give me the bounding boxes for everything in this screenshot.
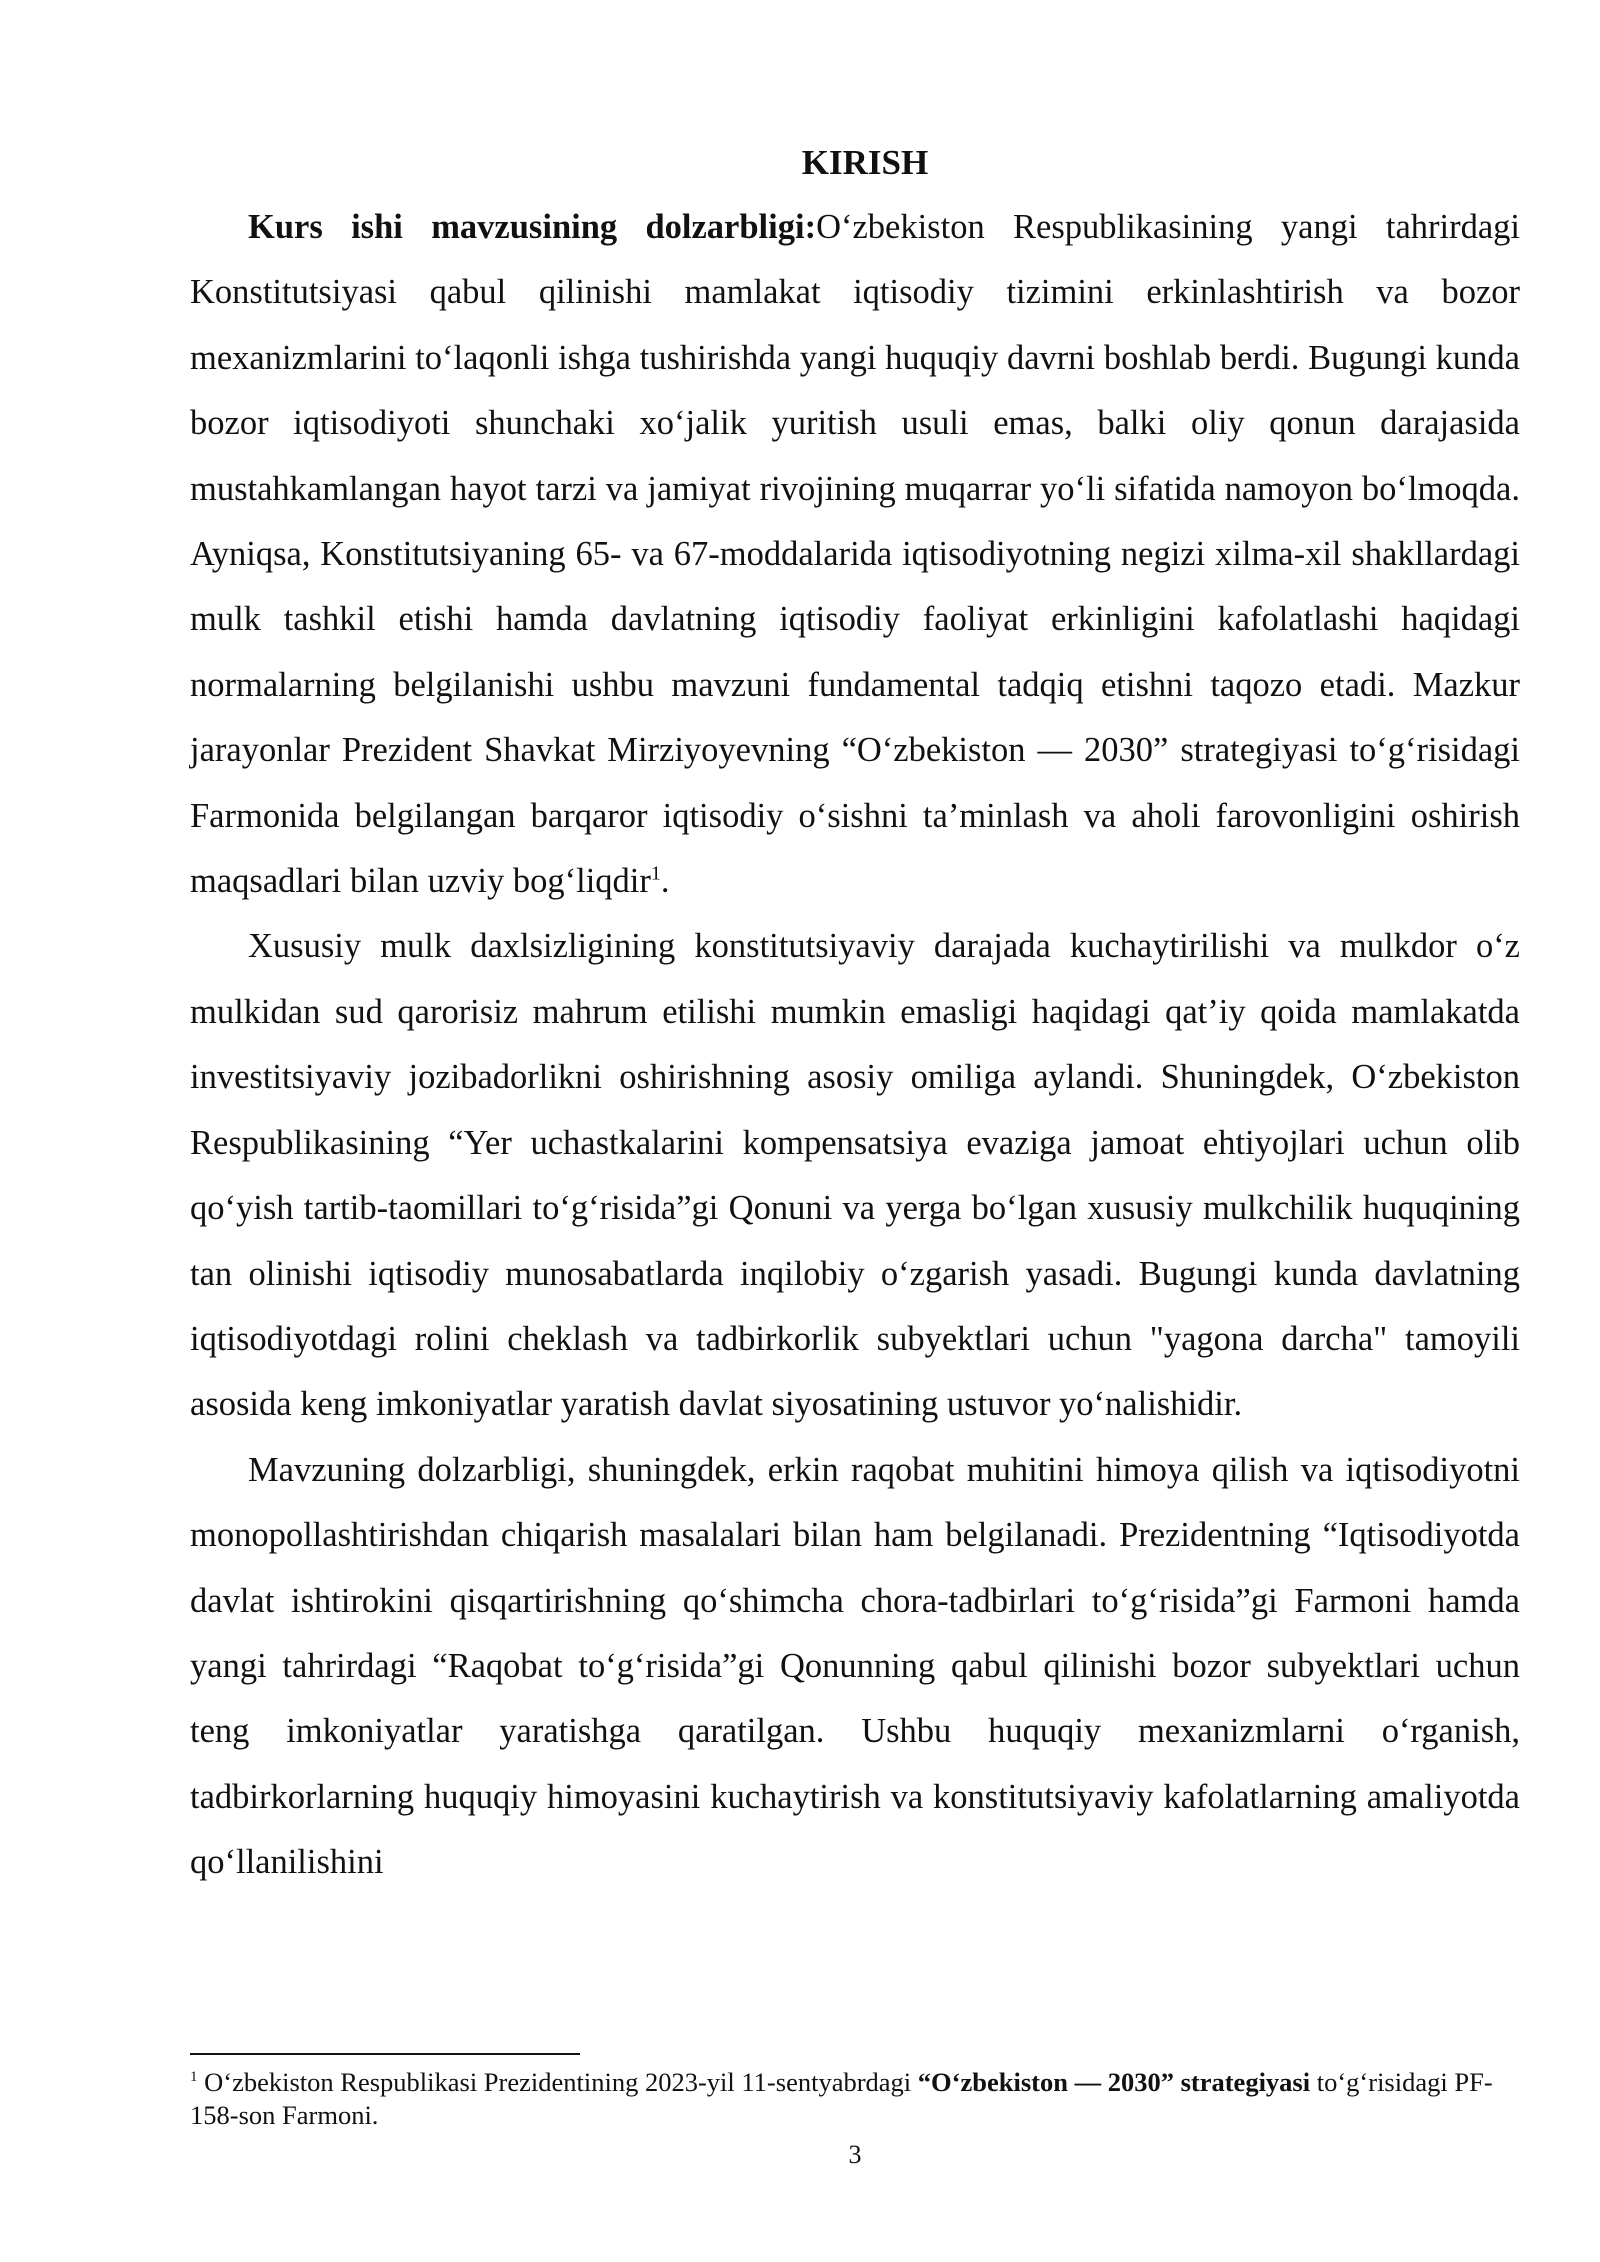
section-heading: KIRISH [801,143,929,182]
paragraph-lead: Kurs ishi mavzusining dolzarbligi: [248,208,817,246]
footnote-number: 1 [190,2069,198,2086]
footnote-bold-title: “O‘zbekiston — 2030” strategiyasi [917,2067,1311,2097]
paragraph-3 [190,1438,1520,1896]
footnote-reference[interactable]: 1 [650,862,661,885]
paragraph-text: Mavzuning dolzarbligi, shuningdek, erkin raqobat muhitini himoya qilish va iqtisodiyotni monopollashtirishdan chiqarish masalalari bilan ham belgilanadi. Prezidentning “Iqtisodiyotda davlat ishtirokini qisqartirishning qo‘shimcha chora-tadbirlari to‘g‘risida”gi Farmoni hamda yangi tahrirdagi “Raqobat to‘g‘risida”gi Qonunning qabul qilinishi bozor subyektlari uchun teng imkoniyatlar yaratishga qaratilgan. Ushbu huquqiy mexanizmlarni o‘rganish, tadbirkorlarning huquqiy himoyasini kuchaytirish va konstitutsiyaviy kafolatlarning amaliyotda qo‘llanilishini [190,1450,1520,1882]
footnote [190,2066,1520,2132]
paragraph-1 [190,195,1520,914]
paragraph-text: Xususiy mulk daxlsizligining konstitutsiyaviy darajada kuchaytirilishi va mulkdor o‘z mulkidan sud qarorisiz mahrum etilishi mumkin emasligi haqidagi qat’iy qoida mamlakatda investitsiyaviy jozibadorlikni oshirishning asosiy omiliga aylandi. Shuningdek, O‘zbekiston Respublikasining “Yer uchastkalarini kompensatsiya evaziga jamoat ehtiyojlari uchun olib qo‘yish tartib-taomillari to‘g‘risida”gi Qonuni va yerga bo‘lgan xususiy mulkchilik huquqining tan olinishi iqtisodiy munosabatlarda inqilobiy o‘zgarish yasadi. Bugungi kunda davlatning iqtisodiyotdagi rolini cheklash va tadbirkorlik subyektlari uchun "yagona darcha" tamoyili asosida keng imkoniyatlar yaratish davlat siyosatining ustuvor yo‘nalishidir. [190,927,1520,1424]
footnote-separator [190,2053,580,2055]
footnote-text-before: O‘zbekiston Respublikasi Prezidentining 2023-yil 11-sentyabrdagi [197,2067,918,2097]
paragraph-tail: . [660,862,670,901]
document-page [190,130,1520,1896]
paragraph-text: O‘zbekiston Respublikasining yangi tahrirdagi Konstitutsiyasi qabul qilinishi mamlakat iqtisodiy tizimini erkinlashtirish va bozor mexanizmlarini to‘laqonli ishga tushirishda yangi huquqiy davrni boshlab berdi. Bugungi kunda bozor iqtisodiyoti shunchaki xo‘jalik yuritish usuli emas, balki oliy qonun darajasida mustahkamlangan hayot tarzi va jamiyat rivojining muqarrar yo‘li sifatida namoyon bo‘lmoqda. Ayniqsa, Konstitutsiyaning 65- va 67-moddalarida iqtisodiyotning negizi xilma-xil shakllardagi mulk tashkil etishi hamda davlatning iqtisodiy faoliyat erkinligini kafolatlashi haqidagi normalarning belgilanishi ushbu mavzuni fundamental tadqiq etishni taqozo etadi. Mazkur jarayonlar Prezident Shavkat Mirziyoyevning “O‘zbekiston — 2030” strategiyasi to‘g‘risidagi Farmonida belgilangan barqaror iqtisodiy o‘sishni ta’minlash va aholi farovonligini oshirish maqsadlari bilan uzviy bog‘liqdir [190,208,1520,901]
paragraph-2 [190,914,1520,1437]
footnote-text-after: to‘g‘risidagi PF-158-son Farmoni. [190,2067,1493,2130]
page-number: 3 [848,2140,862,2169]
